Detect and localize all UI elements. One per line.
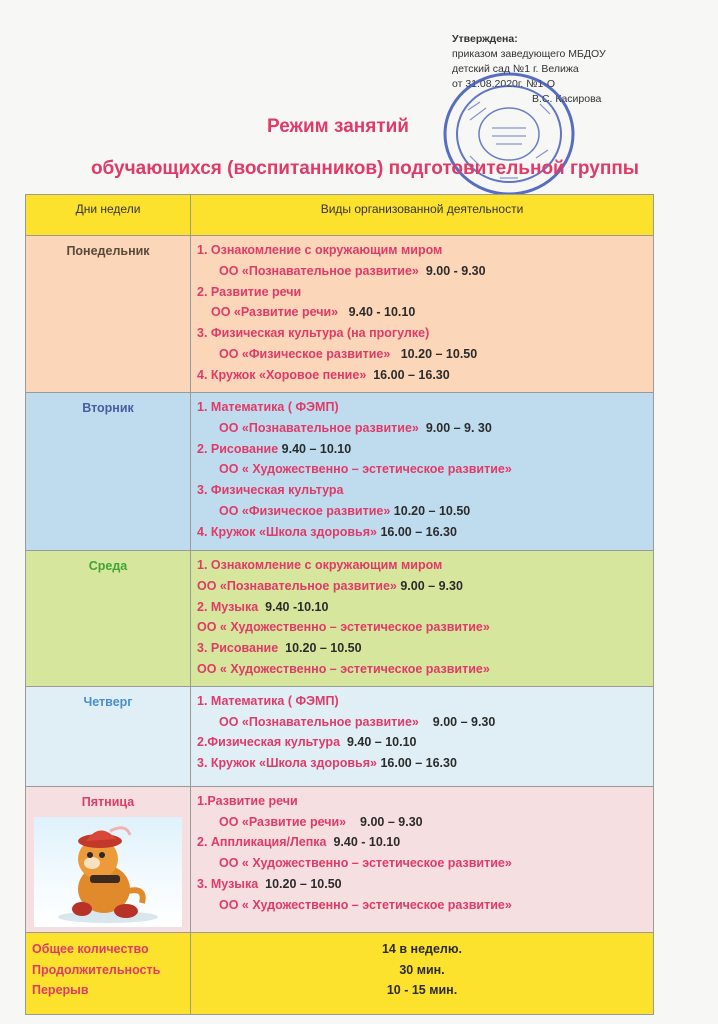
- row-summary: [26, 932, 654, 1014]
- day-tuesday: Вторник: [26, 393, 191, 551]
- activity-line: ОО « Художественно – эстетическое развитие»: [219, 897, 512, 912]
- page-subtitle: обучающихся (воспитанников) подготовительной группы: [90, 158, 640, 179]
- activity-line: ОО « Художественно – эстетическое развитие»: [197, 661, 490, 676]
- break-label: Перерыв: [32, 983, 89, 998]
- duration-label: Продолжительность: [32, 962, 161, 977]
- activity-line: 4. Кружок «Школа здоровья» 16.00 – 16.30: [197, 524, 457, 539]
- total-value: 14 в неделю.: [381, 941, 462, 956]
- activity-line: 1. Ознакомление с окружающим миром: [197, 558, 443, 572]
- break-value: 10 - 15 мин.: [386, 983, 458, 998]
- activity-line: 2. Развитие речи: [197, 284, 302, 299]
- activity-line: 3. Физическая культура: [197, 483, 344, 498]
- approval-order: приказом заведующего МБДОУ: [452, 48, 606, 60]
- day-wednesday: Среда: [26, 551, 191, 687]
- activity-line: ОО « Художественно – эстетическое развитие»: [197, 620, 490, 635]
- activities-tuesday: [191, 393, 654, 551]
- activity-line: ОО «Познавательное развитие» 9.00 – 9. 30: [219, 420, 492, 435]
- activity-line: ОО «Познавательное развитие» 9.00 - 9.30: [219, 263, 486, 278]
- approval-institution: детский сад №1 г. Велижа: [452, 63, 579, 75]
- activity-line: 2. Рисование 9.40 – 10.10: [197, 441, 352, 456]
- row-thursday: [26, 686, 654, 786]
- activity-line: 1. Ознакомление с окружающим миром: [197, 243, 443, 257]
- activity-line: ОО «Развитие речи» 9.00 – 9.30: [219, 814, 423, 829]
- summary-labels: [26, 932, 191, 1014]
- approval-date: от 31.08.2020г. №1-О: [452, 78, 556, 90]
- total-label: Общее количество: [32, 941, 149, 956]
- day-friday-label: Пятница: [81, 794, 135, 809]
- header-activities: Виды организованной деятельности: [191, 195, 654, 236]
- day-thursday: Четверг: [26, 686, 191, 786]
- activities-thursday: [191, 686, 654, 786]
- activity-line: ОО «Физическое развитие» 10.20 – 10.50: [219, 346, 478, 361]
- activity-line: ОО «Познавательное развитие» 9.00 – 9.30: [219, 714, 496, 729]
- activity-line: 2.Физическая культура 9.40 – 10.10: [197, 735, 417, 750]
- activity-line: ОО « Художественно – эстетическое развитие»: [219, 462, 512, 477]
- day-friday: [26, 786, 191, 932]
- duration-value: 30 мин.: [399, 962, 445, 977]
- activities-wednesday: [191, 551, 654, 687]
- page-title: Режим занятий: [267, 116, 409, 137]
- activity-line: 3. Рисование 10.20 – 10.50: [197, 641, 362, 656]
- activity-line: ОО «Физическое развитие» 10.20 – 10.50: [219, 503, 471, 518]
- activity-line: ОО «Познавательное развитие» 9.00 – 9.30: [197, 578, 463, 593]
- approval-heading: Утверждена:: [452, 33, 518, 45]
- row-wednesday: [26, 551, 654, 687]
- schedule-table: [25, 194, 654, 1015]
- activity-line: 2. Аппликация/Лепка 9.40 - 10.10: [197, 835, 401, 850]
- activity-line: 3. Музыка 10.20 – 10.50: [197, 876, 342, 891]
- day-monday: Понедельник: [26, 236, 191, 393]
- approval-signature-name: В.С. Касирова: [532, 93, 602, 105]
- summary-values: [191, 932, 654, 1014]
- activity-line: 3. Кружок «Школа здоровья» 16.00 – 16.30: [197, 756, 457, 771]
- activity-line: 1. Математика ( ФЭМП): [197, 400, 339, 414]
- activity-line: 2. Музыка 9.40 -10.10: [197, 599, 329, 614]
- header-days: Дни недели: [26, 195, 191, 236]
- cat-toy-picture: [34, 817, 182, 927]
- activity-line: 1.Развитие речи: [197, 793, 298, 808]
- row-monday: [26, 236, 654, 393]
- row-tuesday: [26, 393, 654, 551]
- activities-friday: [191, 786, 654, 932]
- cat-toy-illustration: [34, 817, 182, 927]
- activity-line: ОО « Художественно – эстетическое развитие»: [219, 856, 512, 871]
- activity-line: 1. Математика ( ФЭМП): [197, 693, 339, 708]
- row-friday: [26, 786, 654, 932]
- activity-line: 3. Физическая культура (на прогулке): [197, 326, 430, 341]
- activity-line: ОО «Развитие речи» 9.40 - 10.10: [211, 305, 416, 320]
- activities-monday: [191, 236, 654, 393]
- activity-line: 4. Кружок «Хоровое пение» 16.00 – 16.30: [197, 367, 450, 382]
- table-header-row: [26, 195, 654, 236]
